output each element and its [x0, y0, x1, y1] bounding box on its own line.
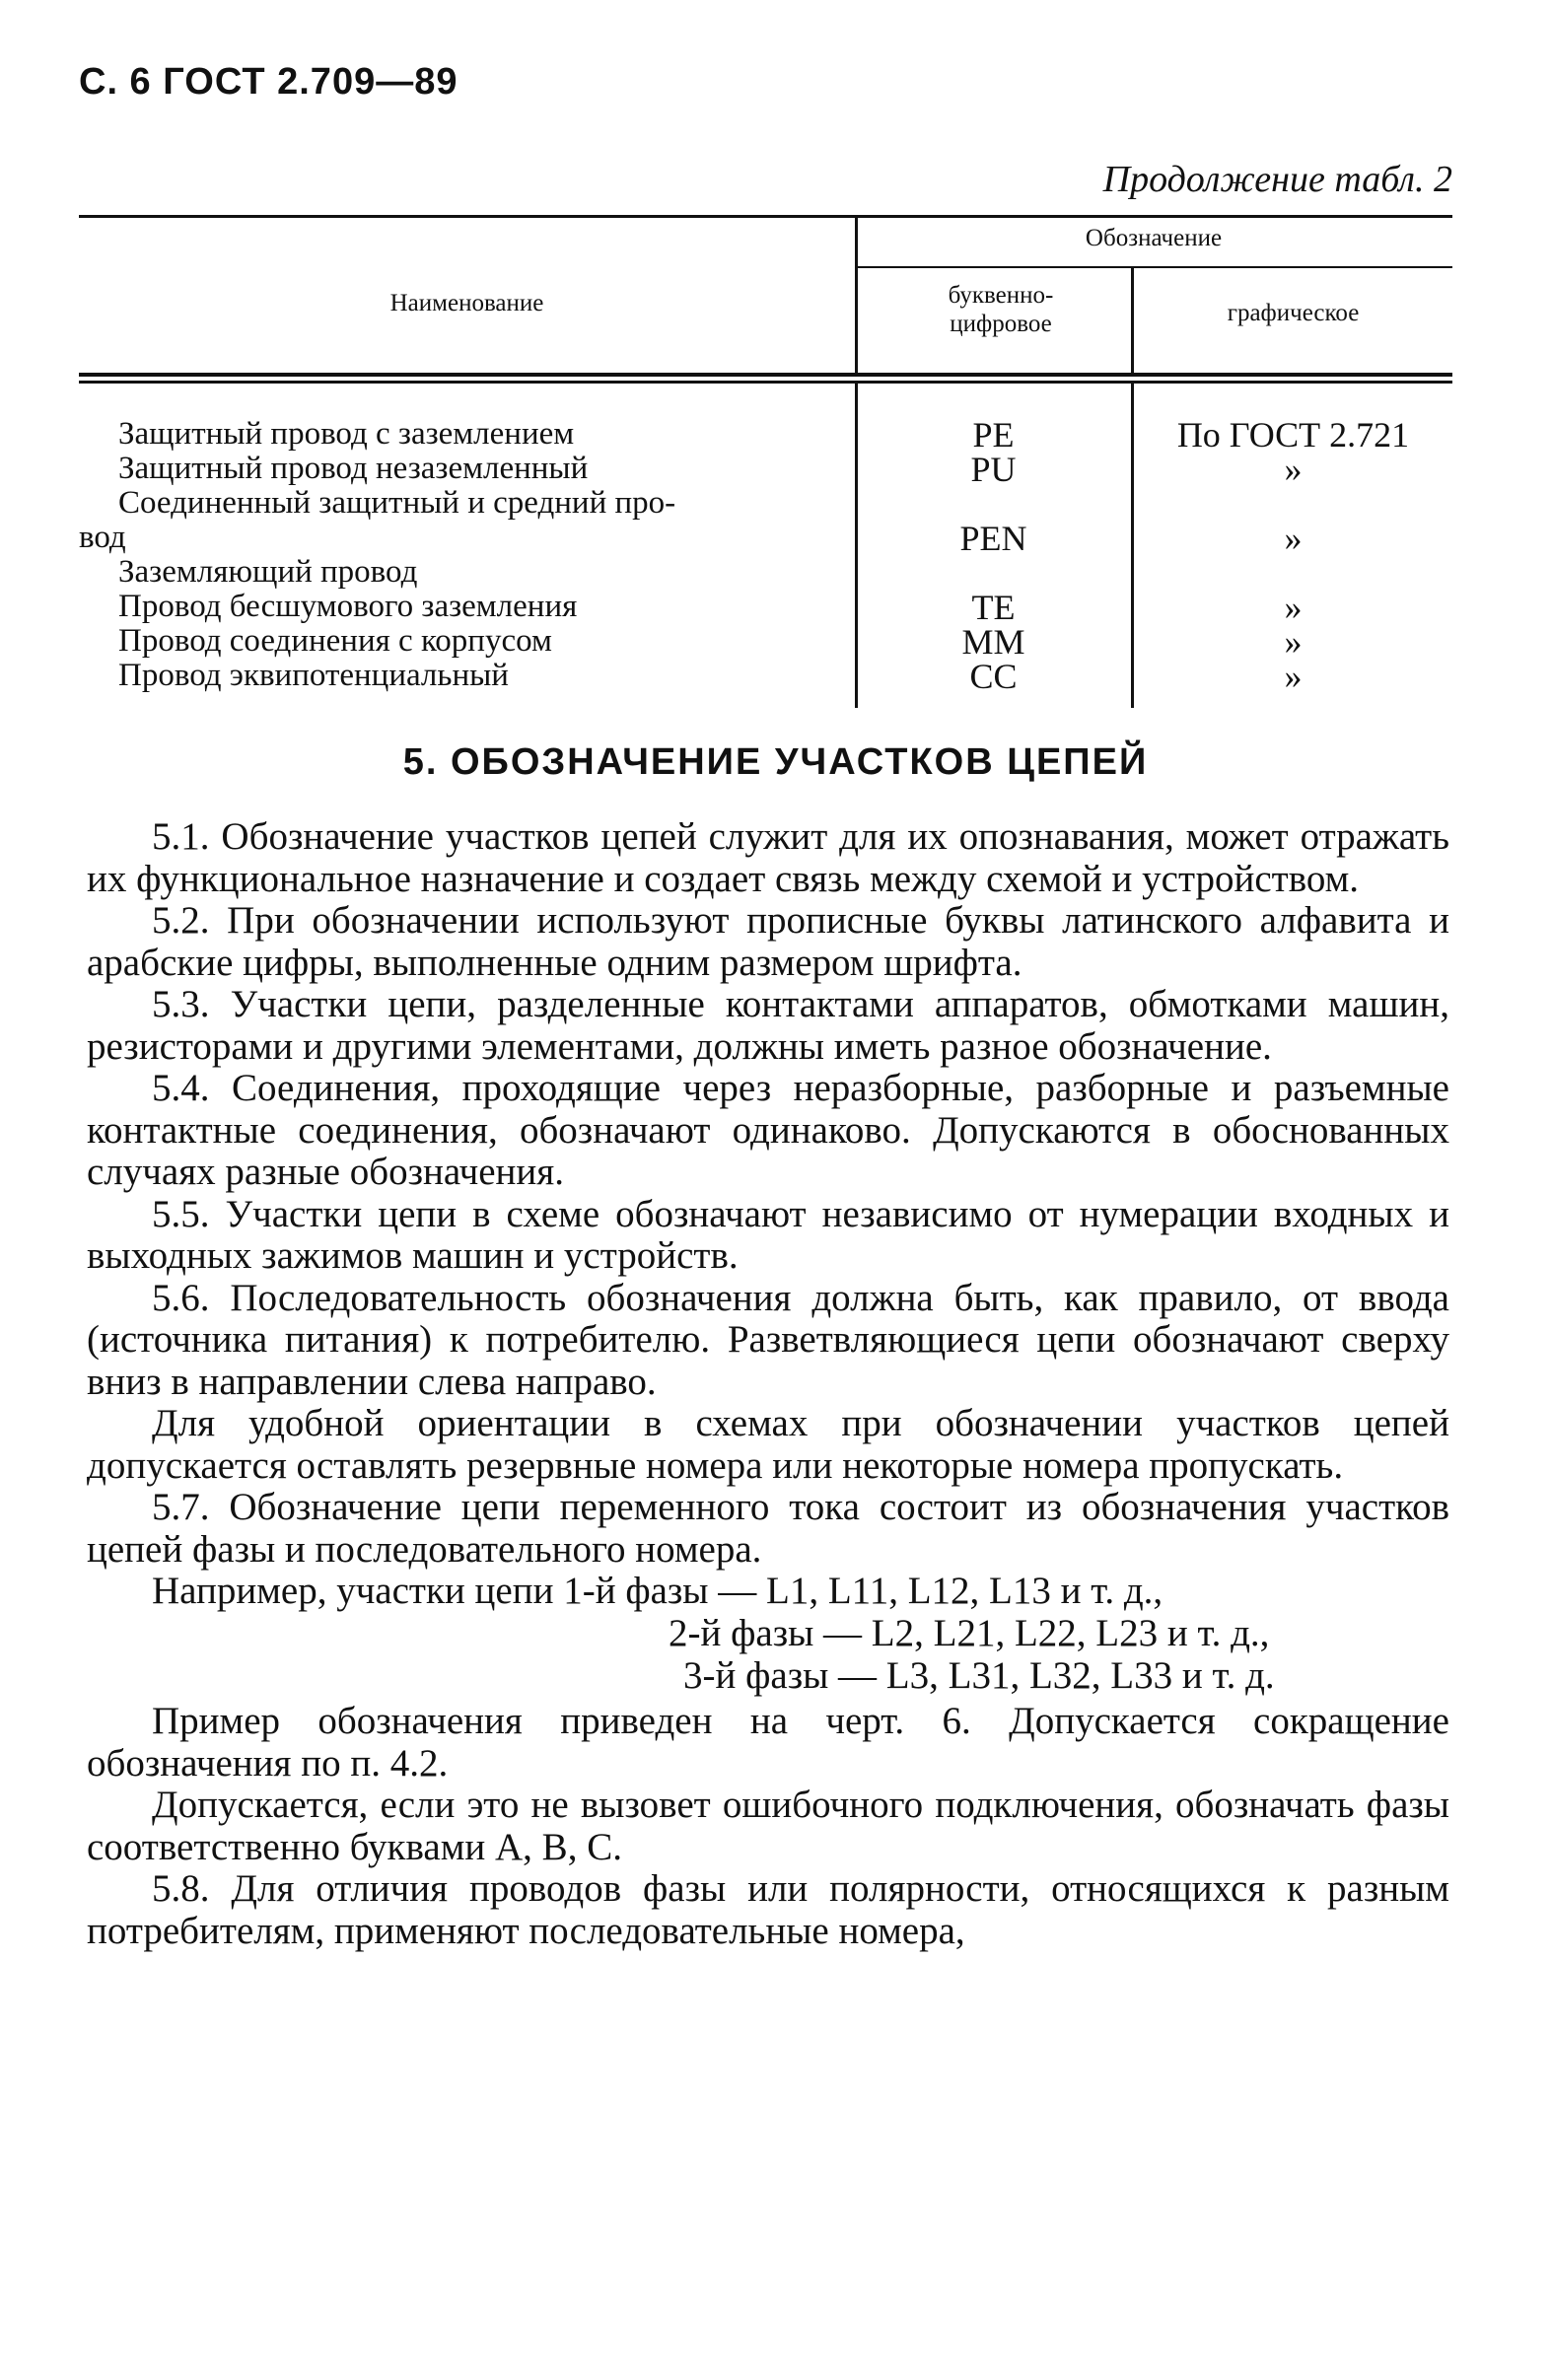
names-column	[79, 416, 676, 693]
section-body	[87, 816, 1449, 1952]
table-cell-graphic: »	[1284, 450, 1303, 489]
paragraph-5-5: 5.5. Участки цепи в схеме обозначают независимо от нумерации входных и выходных зажимов машин и устройств.	[87, 1192, 1449, 1277]
paragraph-5-1: 5.1. Обозначение участков цепей служит для их опознавания, может отражать их функциональное назначение и создает связь между схемой и устройством.	[87, 815, 1449, 900]
table-cell-graphic: »	[1284, 622, 1303, 662]
header-graphic: графическое	[1227, 300, 1360, 326]
phase-examples	[87, 1571, 1449, 1701]
section-title: 5. ОБОЗНАЧЕНИЕ УЧАСТКОВ ЦЕПЕЙ	[402, 741, 1149, 783]
table-row-name: Соединенный защитный и средний про-	[118, 485, 676, 521]
example-line-1: Например, участки цепи 1-й фазы — L1, L11, L12, L13 и т. д.,	[152, 1570, 1163, 1612]
table-row-name: Защитный провод с заземлением	[118, 416, 575, 452]
paragraph-5-7: 5.7. Обозначение цепи переменного тока состоит из обозначения участков цепей фазы и последовательного номера.	[87, 1486, 1449, 1571]
table-row-name: вод	[79, 520, 126, 555]
paragraph-5-6: 5.6. Последовательность обозначения должна быть, как правило, от ввода (источника питания) к потребителю. Разветвляющиеся цепи обозначают сверху вниз в направлении слева направо.	[87, 1276, 1449, 1403]
paragraph-5-2: 5.2. При обозначении используют прописные буквы латинского алфавита и арабские цифры, выполненные одним размером шрифта.	[87, 899, 1449, 984]
table-header-rule-1	[79, 373, 1452, 377]
table-row-name: Заземляющий провод	[118, 554, 418, 590]
table-row-name: Провод соединения с корпусом	[118, 623, 552, 659]
codes-column	[858, 414, 1129, 710]
table-cell-code: MM	[961, 622, 1025, 662]
table-header-rule-2	[79, 381, 1452, 384]
paragraph-5-6-note: Для удобной ориентации в схемах при обозначении участков цепей допускается оставлять резервные номера или некоторые номера пропускать.	[87, 1402, 1449, 1487]
table-cell-code: PEN	[959, 519, 1027, 558]
graphic-column	[1134, 414, 1452, 710]
paragraph-5-3: 5.3. Участки цепи, разделенные контактами аппаратов, обмотками машин, резисторами и другими элементами, должны иметь разное обозначение.	[87, 983, 1449, 1068]
example-line-2: 2-й фазы — L2, L21, L22, L23 и т. д.,	[669, 1612, 1270, 1654]
table-cell-graphic: »	[1284, 519, 1303, 558]
paragraph-5-8: 5.8. Для отличия проводов фазы или полярности, относящихся к разным потребителям, применяют последовательные номера,	[87, 1867, 1449, 1952]
paragraph-5-7-example-note: Пример обозначения приведен на черт. 6. Допускается сокращение обозначения по п. 4.2.	[87, 1700, 1449, 1785]
table-row-name: Провод бесшумового заземления	[118, 589, 578, 624]
table-cell-code: TE	[971, 588, 1016, 627]
table-top-rule	[79, 215, 1452, 218]
table-continuation-label: Продолжение табл. 2	[1102, 159, 1452, 200]
table-cell-code: CC	[969, 657, 1018, 696]
table-cell-graphic: »	[1284, 588, 1303, 627]
table-row-name: Провод эквипотенциальный	[118, 658, 509, 693]
table-cell-code: PU	[970, 450, 1017, 489]
page-header: С. 6 ГОСТ 2.709—89	[79, 61, 458, 103]
header-name: Наименование	[389, 290, 544, 316]
designation-table	[79, 215, 1452, 708]
paragraph-5-4: 5.4. Соединения, проходящие через неразборные, разборные и разъемные контактные соединения, обозначают одинаково. Допускаются в обоснованных случаях разные обозначения.	[87, 1067, 1449, 1193]
table-subheader-rule	[855, 266, 1452, 268]
header-designation: Обозначение	[1085, 225, 1223, 251]
paragraph-5-7-abc-note: Допускается, если это не вызовет ошибочного подключения, обозначать фазы соответственно буквами A, B, C.	[87, 1784, 1449, 1868]
table-cell-graphic: »	[1284, 657, 1303, 696]
table-cell-graphic: По ГОСТ 2.721	[1176, 415, 1410, 455]
table-cell-code: PE	[972, 415, 1015, 455]
example-line-3: 3-й фазы — L3, L31, L32, L33 и т. д.	[683, 1654, 1275, 1697]
header-alnum: буквенно-цифровое	[948, 282, 1054, 337]
table-row-name: Защитный провод незаземленный	[118, 451, 589, 486]
